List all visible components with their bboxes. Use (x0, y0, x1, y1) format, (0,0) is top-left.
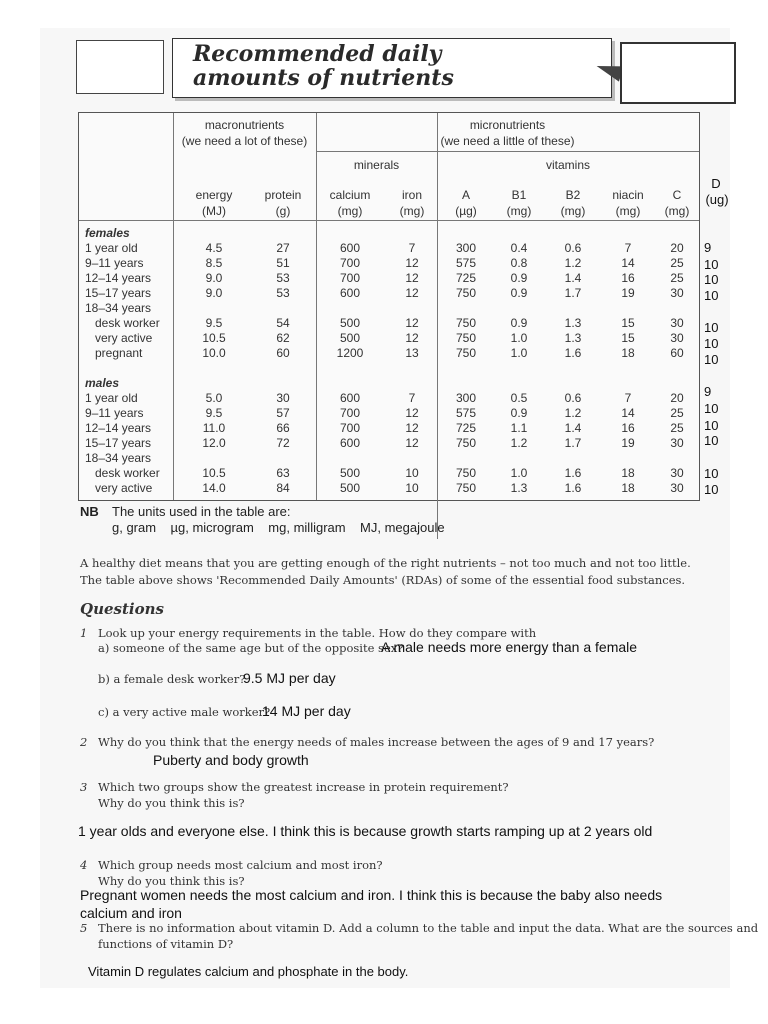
q1-text: Look up your energy requirements in the table. How do they compare with (98, 626, 537, 640)
col-header-8: C (672, 188, 682, 202)
col-unit-8: (mg) (664, 204, 690, 218)
q1-number: 1 (80, 626, 88, 640)
table-cell: 725 (455, 421, 477, 435)
table-cell: 500 (339, 481, 361, 495)
table-cell: 600 (339, 436, 361, 450)
col-unit-0: (MJ) (202, 204, 226, 218)
table-cell: 1.0 (510, 346, 528, 360)
table-cell: 30 (276, 391, 290, 405)
nb-units: g, gram µg, microgram mg, milligram MJ, megajoule (112, 520, 445, 535)
table-cell: 9.5 (205, 316, 223, 330)
table-cell: 600 (339, 286, 361, 300)
col-header-7: niacin (612, 188, 644, 202)
q3-text-2: Why do you think this is? (98, 796, 245, 810)
vitamin-d-value: 10 (704, 482, 719, 497)
micro-header: micronutrients (469, 118, 546, 132)
vitamin-d-value: 10 (704, 257, 719, 272)
intro-line-2: The table above shows 'Recommended Daily Amounts' (RDAs) of some of the essential food substances. (80, 573, 686, 587)
row-label: very active (95, 481, 153, 495)
page-title: Recommended daily amounts of nutrients (193, 41, 454, 91)
col-unit-7: (mg) (615, 204, 641, 218)
table-cell: 0.6 (564, 241, 582, 255)
table-cell: 15 (621, 331, 635, 345)
blank-box (76, 40, 164, 94)
table-cell: 60 (276, 346, 290, 360)
table-cell: 500 (339, 466, 361, 480)
vitamin-d-value: 10 (704, 320, 719, 335)
table-cell: 63 (276, 466, 290, 480)
table-cell: 700 (339, 406, 361, 420)
col-header-1: protein (264, 188, 302, 202)
q5-text: There is no information about vitamin D. Add a column to the table and input the data. What are the sources and (98, 921, 759, 935)
table-cell: 1.6 (564, 481, 582, 495)
table-cell: 30 (670, 481, 684, 495)
table-cell: 72 (276, 436, 290, 450)
table-cell: 20 (670, 391, 684, 405)
table-cell: 750 (455, 436, 477, 450)
q1a-text: a) someone of the same age but of the opposite sex? (98, 641, 404, 655)
q3-answer: 1 year olds and everyone else. I think this is because growth starts ramping up at 2 years old (78, 823, 653, 839)
table-cell: 600 (339, 391, 361, 405)
table-cell: 19 (621, 436, 635, 450)
vitamin-d-value: 9 (704, 384, 712, 399)
table-cell: 60 (670, 346, 684, 360)
table-cell: 25 (670, 421, 684, 435)
row-label: pregnant (95, 346, 143, 360)
table-cell: 51 (276, 256, 290, 270)
table-cell: 25 (670, 406, 684, 420)
row-label: 9–11 years (85, 256, 144, 270)
row-label: 1 year old (85, 391, 138, 405)
table-cell: 53 (276, 286, 290, 300)
intro-line-1: A healthy diet means that you are getting enough of the right nutrients – not too much and not too little. (80, 556, 691, 570)
table-cell: 600 (339, 241, 361, 255)
q5-text-2: functions of vitamin D? (98, 937, 234, 951)
table-cell: 1.0 (510, 331, 528, 345)
table-cell: 750 (455, 316, 477, 330)
table-cell: 7 (408, 241, 416, 255)
table-cell: 750 (455, 346, 477, 360)
row-label: desk worker (95, 466, 160, 480)
vitamin-d-value: 10 (704, 433, 719, 448)
table-cell: 575 (455, 256, 477, 270)
table-cell: 1.3 (564, 316, 582, 330)
table-cell: 5.0 (205, 391, 223, 405)
row-label: 18–34 years (85, 451, 152, 465)
nb-label: NB (80, 504, 99, 519)
row-label: 9–11 years (85, 406, 144, 420)
col-header-4: A (461, 188, 470, 202)
col-header-3: iron (401, 188, 422, 202)
table-cell: 57 (276, 406, 290, 420)
q5-answer: Vitamin D regulates calcium and phosphate in the body. (88, 964, 409, 979)
table-cell: 30 (670, 331, 684, 345)
table-cell: 750 (455, 466, 477, 480)
vitamin-d-value: 10 (704, 272, 719, 287)
table-cell: 10.5 (202, 331, 226, 345)
table-cell: 10.5 (202, 466, 226, 480)
q4-answer-1: Pregnant women needs the most calcium and iron. I think this is because the baby also needs (80, 887, 663, 903)
q1c-text: c) a very active male worker? (98, 705, 271, 719)
col-unit-2: (mg) (337, 204, 363, 218)
table-cell: 9.0 (205, 286, 223, 300)
questions-heading: Questions (80, 600, 164, 618)
table-cell: 1.4 (564, 421, 582, 435)
table-cell: 30 (670, 466, 684, 480)
id-box (620, 42, 736, 104)
micro-subheader: (we need a little of these) (440, 134, 575, 148)
table-cell: 10 (405, 466, 419, 480)
table-cell: 1.6 (564, 466, 582, 480)
table-cell: 53 (276, 271, 290, 285)
table-cell: 7 (408, 391, 416, 405)
col-unit-3: (mg) (399, 204, 425, 218)
table-cell: 1.3 (564, 331, 582, 345)
table-cell: 12 (405, 256, 419, 270)
table-cell: 575 (455, 406, 477, 420)
q4-text: Which group needs most calcium and most iron? (98, 858, 383, 872)
table-cell: 30 (670, 316, 684, 330)
table-cell: 1.7 (564, 436, 582, 450)
table-cell: 725 (455, 271, 477, 285)
table-cell: 12.0 (202, 436, 226, 450)
table-cell: 1200 (336, 346, 364, 360)
table-cell: 18 (621, 346, 635, 360)
table-cell: 700 (339, 271, 361, 285)
table-cell: 1.2 (564, 406, 582, 420)
table-cell: 0.9 (510, 406, 528, 420)
table-cell: 14 (621, 256, 635, 270)
table-cell: 750 (455, 331, 477, 345)
table-cell: 8.5 (205, 256, 223, 270)
table-cell: 12 (405, 421, 419, 435)
macro-subheader: (we need a lot of these) (181, 134, 308, 148)
row-label: 15–17 years (85, 286, 152, 300)
q1b-text: b) a female desk worker? (98, 672, 246, 686)
vitamin-d-value: 10 (704, 336, 719, 351)
table-cell: 12 (405, 271, 419, 285)
table-cell: 84 (276, 481, 290, 495)
table-cell: 25 (670, 271, 684, 285)
table-cell: 1.1 (510, 421, 528, 435)
table-cell: 0.4 (510, 241, 528, 255)
table-cell: 500 (339, 316, 361, 330)
q2-answer: Puberty and body growth (153, 752, 309, 768)
table-cell: 1.7 (564, 286, 582, 300)
q3-number: 3 (80, 780, 88, 794)
col-header-2: calcium (329, 188, 371, 202)
table-cell: 12 (405, 436, 419, 450)
vitamin-d-value: 10 (704, 466, 719, 481)
nb-text: The units used in the table are: (112, 504, 291, 519)
table-cell: 4.5 (205, 241, 223, 255)
table-cell: 54 (276, 316, 290, 330)
table-cell: 30 (670, 286, 684, 300)
row-label: 12–14 years (85, 421, 152, 435)
q1b-answer: 9.5 MJ per day (243, 670, 336, 686)
table-cell: 7 (624, 241, 632, 255)
vitamin-d-unit: (ug) (705, 192, 729, 207)
q3-text: Which two groups show the greatest increase in protein requirement? (98, 780, 509, 794)
table-cell: 7 (624, 391, 632, 405)
table-cell: 10.0 (202, 346, 226, 360)
table-cell: 0.9 (510, 271, 528, 285)
table-cell: 0.9 (510, 286, 528, 300)
table-cell: 700 (339, 421, 361, 435)
vitamin-d-value: 9 (704, 240, 712, 255)
vitamins-header: vitamins (545, 158, 590, 172)
table-cell: 500 (339, 331, 361, 345)
table-cell: 10 (405, 481, 419, 495)
macro-header: macronutrients (204, 118, 285, 132)
table-cell: 12 (405, 286, 419, 300)
table-cell: 9.0 (205, 271, 223, 285)
row-label: desk worker (95, 316, 160, 330)
section-females: females (85, 226, 130, 240)
table-cell: 1.3 (510, 481, 528, 495)
row-label: 12–14 years (85, 271, 152, 285)
table-cell: 1.2 (564, 256, 582, 270)
col-header-0: energy (195, 188, 233, 202)
table-cell: 0.9 (510, 316, 528, 330)
table-cell: 11.0 (202, 421, 226, 435)
row-label: 15–17 years (85, 436, 152, 450)
table-cell: 13 (405, 346, 419, 360)
section-males: males (85, 376, 120, 390)
table-cell: 12 (405, 406, 419, 420)
table-cell: 0.5 (510, 391, 528, 405)
table-cell: 20 (670, 241, 684, 255)
table-cell: 300 (455, 391, 477, 405)
table-cell: 750 (455, 481, 477, 495)
table-cell: 62 (276, 331, 290, 345)
table-cell: 700 (339, 256, 361, 270)
table-cell: 15 (621, 316, 635, 330)
table-cell: 14 (621, 406, 635, 420)
table-cell: 16 (621, 271, 635, 285)
row-label: 1 year old (85, 241, 138, 255)
q1c-answer: 14 MJ per day (262, 703, 351, 719)
col-header-5: B1 (511, 188, 527, 202)
vitamin-d-value: 10 (704, 401, 719, 416)
table-cell: 1.2 (510, 436, 528, 450)
table-cell: 12 (405, 331, 419, 345)
col-unit-5: (mg) (506, 204, 532, 218)
vitamin-d-value: 10 (704, 288, 719, 303)
table-cell: 0.6 (564, 391, 582, 405)
row-label: 18–34 years (85, 301, 152, 315)
col-unit-4: (µg) (455, 204, 477, 218)
table-cell: 16 (621, 421, 635, 435)
col-unit-1: (g) (275, 204, 291, 218)
title-banner (172, 38, 612, 98)
table-cell: 18 (621, 481, 635, 495)
minerals-header: minerals (353, 158, 400, 172)
table-cell: 30 (670, 436, 684, 450)
q4-number: 4 (80, 858, 88, 872)
nutrient-table (78, 112, 700, 501)
table-cell: 27 (276, 241, 290, 255)
table-cell: 1.6 (564, 346, 582, 360)
vitamin-d-value: 10 (704, 352, 719, 367)
table-cell: 300 (455, 241, 477, 255)
table-cell: 750 (455, 286, 477, 300)
table-cell: 18 (621, 466, 635, 480)
q5-number: 5 (80, 921, 88, 935)
q2-number: 2 (80, 735, 88, 749)
col-header-6: B2 (565, 188, 581, 202)
table-cell: 9.5 (205, 406, 223, 420)
q4-answer-2: calcium and iron (80, 905, 182, 921)
table-cell: 1.4 (564, 271, 582, 285)
row-label: very active (95, 331, 153, 345)
vitamin-d-value: 10 (704, 418, 719, 433)
vitamin-d-header: D (711, 176, 721, 191)
col-unit-6: (mg) (560, 204, 586, 218)
table-cell: 1.0 (510, 466, 528, 480)
table-cell: 0.8 (510, 256, 528, 270)
q4-text-2: Why do you think this is? (98, 874, 245, 888)
q1a-answer: A male needs more energy than a female (381, 639, 638, 655)
table-cell: 12 (405, 316, 419, 330)
table-cell: 66 (276, 421, 290, 435)
q2-text: Why do you think that the energy needs of males increase between the ages of 9 and 17 years? (98, 735, 655, 749)
table-cell: 14.0 (202, 481, 226, 495)
table-cell: 19 (621, 286, 635, 300)
table-cell: 25 (670, 256, 684, 270)
